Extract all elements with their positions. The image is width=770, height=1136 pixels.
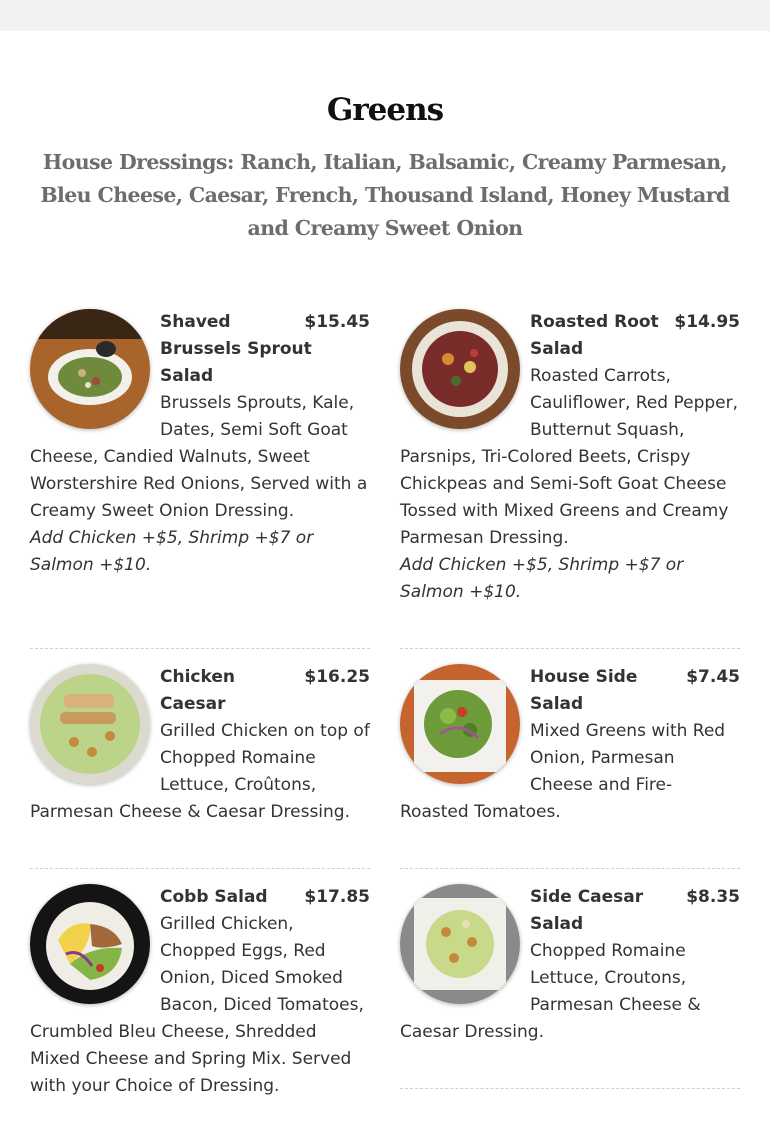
house-dressings-subtitle: House Dressings: Ranch, Italian, Balsamic, Creamy Parmesan, Bleu Cheese, Caesar, French, Thousand Island, Honey Mustard and Creamy Sweet Onion — [40, 150, 730, 240]
item-description: Roasted Carrots, Cauliflower, Red Pepper, Butternut Squash, Parsnips, Tri-Colored Beets, Crispy Chickpeas and Semi-Soft Goat Cheese Tossed with Mixed Greens and Creamy Parmesan Dressing. — [400, 366, 739, 548]
item-price: $7.45 — [686, 667, 740, 687]
item-description: Grilled Chicken, Chopped Eggs, Red Onion, Diced Smoked Bacon, Diced Tomatoes, Crumbled Bleu Cheese, Shredded Mixed Cheese and Spring Mix. Served with your Choice of Dressing. — [30, 914, 364, 1096]
chicken-caesar-photo — [30, 664, 150, 784]
menu-item-house-side-salad[interactable] — [400, 664, 740, 826]
root-salad-photo — [400, 309, 520, 429]
item-name: Roasted Root Salad — [530, 312, 659, 359]
item-addon: Add Chicken +$5, Shrimp +$7 or Salmon +$10. — [400, 555, 684, 602]
item-price: $15.45 — [304, 312, 370, 332]
item-name: Cobb Salad — [160, 887, 268, 907]
item-description: Chopped Romaine Lettuce, Croutons, Parmesan Cheese & Caesar Dressing. — [400, 941, 701, 1042]
top-bar — [0, 0, 770, 31]
menu-item-cobb-salad[interactable] — [30, 884, 370, 1100]
divider — [400, 868, 740, 869]
cobb-salad-photo — [30, 884, 150, 1004]
item-price: $16.25 — [304, 667, 370, 687]
brussels-salad-photo — [30, 309, 150, 429]
item-description: Mixed Greens with Red Onion, Parmesan Cheese and Fire-Roasted Tomatoes. — [400, 721, 726, 822]
item-addon: Add Chicken +$5, Shrimp +$7 or Salmon +$10. — [30, 528, 314, 575]
divider — [400, 648, 740, 649]
item-price: $14.95 — [674, 312, 740, 332]
item-price: $17.85 — [304, 887, 370, 907]
item-price: $8.35 — [686, 887, 740, 907]
divider — [30, 868, 370, 869]
item-name: House Side Salad — [530, 667, 638, 714]
section-title: Greens — [326, 92, 444, 128]
menu-item-brussels-sprout-salad[interactable] — [30, 309, 370, 579]
menu-item-chicken-caesar[interactable] — [30, 664, 370, 826]
item-description: Brussels Sprouts, Kale, Dates, Semi Soft Goat Cheese, Candied Walnuts, Sweet Worstershire Red Onions, Served with a Creamy Sweet Onion Dressing. — [30, 393, 368, 521]
side-caesar-photo — [400, 884, 520, 1004]
divider — [30, 648, 370, 649]
divider — [400, 1088, 740, 1089]
item-name: Side Caesar Salad — [530, 887, 644, 934]
item-name: Chicken Caesar — [160, 667, 235, 714]
item-name: Shaved Brussels Sprout Salad — [160, 312, 312, 386]
house-salad-photo — [400, 664, 520, 784]
menu-item-roasted-root-salad[interactable] — [400, 309, 740, 606]
menu-item-side-caesar-salad[interactable] — [400, 884, 740, 1046]
item-description: Grilled Chicken on top of Chopped Romaine Lettuce, Croûtons, Parmesan Cheese & Caesar Dressing. — [30, 721, 370, 822]
